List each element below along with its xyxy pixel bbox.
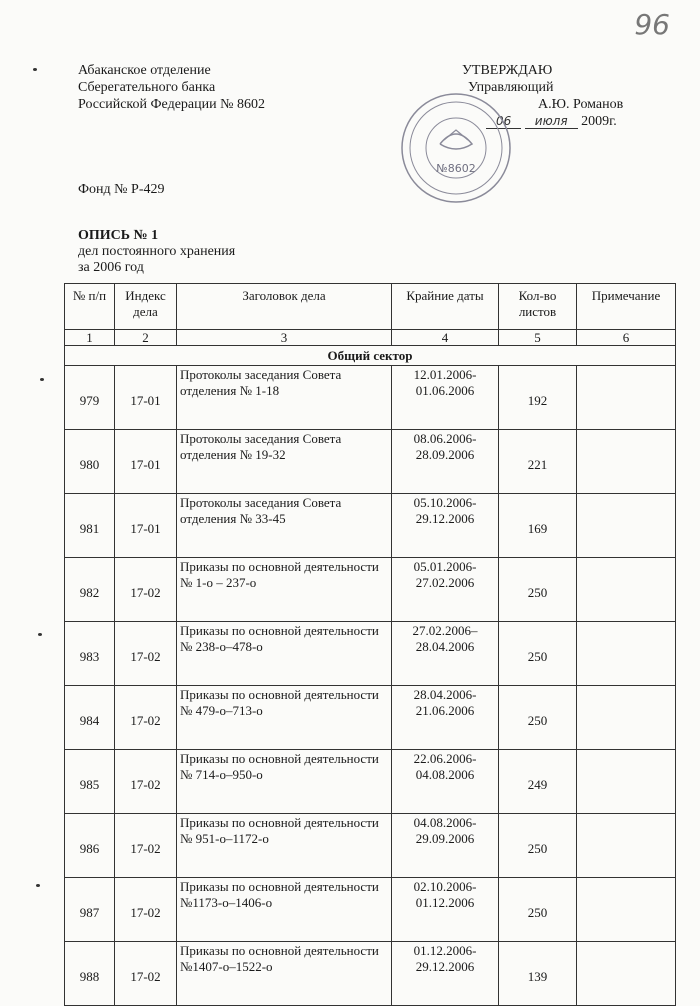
- cell-date-to: 21.06.2006: [415, 703, 475, 718]
- cell-num: 980: [65, 430, 115, 494]
- cell-sheets: 249: [499, 750, 577, 814]
- cell-index: 17-02: [115, 942, 177, 1006]
- cell-num: 985: [65, 750, 115, 814]
- cell-note: [577, 622, 676, 686]
- inventory-table: [64, 283, 676, 1006]
- section-row: [65, 346, 676, 366]
- cell-dates: [392, 430, 499, 494]
- cell-title: Протоколы заседания Совета отделения № 19-32: [177, 430, 392, 494]
- cell-note: [577, 686, 676, 750]
- inventory-title: ОПИСЬ № 1: [78, 228, 159, 243]
- cell-sheets: 250: [499, 686, 577, 750]
- cell-index: 17-01: [115, 366, 177, 430]
- cell-index: 17-02: [115, 558, 177, 622]
- cell-title: Приказы по основной деятельности № 1-о – 237-о: [177, 558, 392, 622]
- table-row: [65, 814, 676, 878]
- cell-note: [577, 942, 676, 1006]
- approval-date-day: 06: [486, 114, 521, 129]
- cell-num: 979: [65, 366, 115, 430]
- table-row: [65, 622, 676, 686]
- col-number: 2: [115, 330, 177, 346]
- cell-date-to: 27.02.2006: [415, 575, 475, 590]
- col-number: 6: [577, 330, 676, 346]
- cell-sheets: 192: [499, 366, 577, 430]
- approval-date-month: июля: [525, 114, 578, 129]
- inventory-subtitle-2: за 2006 год: [78, 260, 144, 275]
- cell-sheets: 250: [499, 878, 577, 942]
- section-title: Общий сектор: [65, 346, 676, 366]
- cell-sheets: 250: [499, 622, 577, 686]
- cell-dates: [392, 558, 499, 622]
- header-num: № п/п: [65, 284, 115, 330]
- cell-date-from: 22.06.2006-: [413, 751, 477, 766]
- table-header-row: [65, 284, 676, 330]
- column-number-row: [65, 330, 676, 346]
- cell-date-to: 28.04.2006: [415, 639, 475, 654]
- header-title: Заголовок дела: [177, 284, 392, 330]
- organization-block: [78, 62, 265, 113]
- cell-dates: [392, 366, 499, 430]
- cell-date-from: 08.06.2006-: [413, 431, 477, 446]
- org-line-1: Абаканское отделение: [78, 63, 211, 78]
- cell-sheets: 250: [499, 814, 577, 878]
- cell-date-from: 27.02.2006–: [412, 623, 478, 638]
- margin-mark: [40, 378, 44, 381]
- approval-role: Управляющий: [468, 80, 554, 95]
- cell-sheets: 250: [499, 558, 577, 622]
- cell-index: 17-02: [115, 814, 177, 878]
- cell-date-from: 28.04.2006-: [413, 687, 477, 702]
- col-number: 1: [65, 330, 115, 346]
- cell-num: 987: [65, 878, 115, 942]
- cell-index: 17-02: [115, 686, 177, 750]
- cell-index: 17-02: [115, 622, 177, 686]
- cell-date-from: 01.12.2006-: [413, 943, 477, 958]
- table-body: [65, 366, 676, 1006]
- cell-title: Приказы по основной деятельности № 238-о–478-о: [177, 622, 392, 686]
- cell-title: Приказы по основной деятельности № 714-о–950-о: [177, 750, 392, 814]
- cell-date-to: 04.08.2006: [415, 767, 475, 782]
- cell-date-to: 01.06.2006: [415, 383, 475, 398]
- cell-note: [577, 494, 676, 558]
- table-row: [65, 494, 676, 558]
- cell-note: [577, 750, 676, 814]
- approval-title: УТВЕРЖДАЮ: [462, 63, 553, 78]
- table-row: [65, 558, 676, 622]
- cell-title: Приказы по основной деятельности №1407-о–1522-о: [177, 942, 392, 1006]
- col-number: 5: [499, 330, 577, 346]
- margin-mark: [33, 68, 37, 71]
- cell-note: [577, 558, 676, 622]
- cell-sheets: 139: [499, 942, 577, 1006]
- cell-date-from: 04.08.2006-: [413, 815, 477, 830]
- cell-date-to: 28.09.2006: [415, 447, 475, 462]
- cell-dates: [392, 814, 499, 878]
- cell-dates: [392, 494, 499, 558]
- cell-index: 17-02: [115, 878, 177, 942]
- table-row: [65, 686, 676, 750]
- cell-title: Приказы по основной деятельности № 479-о–713-о: [177, 686, 392, 750]
- cell-dates: [392, 686, 499, 750]
- cell-title: Приказы по основной деятельности № 951-о–1172-о: [177, 814, 392, 878]
- cell-index: 17-02: [115, 750, 177, 814]
- cell-title: Приказы по основной деятельности №1173-о–1406-о: [177, 878, 392, 942]
- cell-title: Протоколы заседания Совета отделения № 1-18: [177, 366, 392, 430]
- cell-num: 982: [65, 558, 115, 622]
- cell-num: 981: [65, 494, 115, 558]
- header-dates: Крайние даты: [392, 284, 499, 330]
- approval-name: А.Ю. Романов: [538, 97, 624, 112]
- cell-sheets: 221: [499, 430, 577, 494]
- org-line-2: Сберегательного банка: [78, 80, 216, 95]
- col-number: 3: [177, 330, 392, 346]
- cell-dates: [392, 750, 499, 814]
- cell-num: 983: [65, 622, 115, 686]
- col-number: 4: [392, 330, 499, 346]
- header-index: Индекс дела: [115, 284, 177, 330]
- header-notes: Примечание: [577, 284, 676, 330]
- cell-sheets: 169: [499, 494, 577, 558]
- approval-date-year: 2009г.: [581, 114, 617, 129]
- cell-date-to: 01.12.2006: [415, 895, 475, 910]
- cell-note: [577, 430, 676, 494]
- cell-date-to: 29.09.2006: [415, 831, 475, 846]
- cell-date-from: 02.10.2006-: [413, 879, 477, 894]
- cell-index: 17-01: [115, 430, 177, 494]
- cell-dates: [392, 622, 499, 686]
- table-row: [65, 750, 676, 814]
- table-row: [65, 942, 676, 1006]
- cell-date-to: 29.12.2006: [415, 959, 475, 974]
- cell-note: [577, 878, 676, 942]
- margin-mark: [36, 884, 40, 887]
- cell-note: [577, 366, 676, 430]
- cell-dates: [392, 878, 499, 942]
- table-row: [65, 878, 676, 942]
- cell-num: 988: [65, 942, 115, 1006]
- bank-seal-stamp: [400, 92, 512, 204]
- table-row: [65, 366, 676, 430]
- cell-num: 986: [65, 814, 115, 878]
- cell-index: 17-01: [115, 494, 177, 558]
- cell-date-from: 05.10.2006-: [413, 495, 477, 510]
- cell-num: 984: [65, 686, 115, 750]
- cell-note: [577, 814, 676, 878]
- header-sheets: Кол-во листов: [499, 284, 577, 330]
- cell-title: Протоколы заседания Совета отделения № 33-45: [177, 494, 392, 558]
- inventory-subtitle-1: дел постоянного хранения: [78, 244, 236, 259]
- margin-mark: [38, 633, 42, 636]
- cell-date-from: 05.01.2006-: [413, 559, 477, 574]
- cell-date-to: 29.12.2006: [415, 511, 475, 526]
- page-number: 96: [634, 8, 670, 41]
- inventory-title-block: [78, 228, 235, 276]
- table-row: [65, 430, 676, 494]
- org-line-3: Российской Федерации № 8602: [78, 97, 265, 112]
- cell-date-from: 12.01.2006-: [413, 367, 477, 382]
- stamp-number: №8602: [436, 162, 476, 175]
- cell-dates: [392, 942, 499, 1006]
- fund-number: Фонд № Р-429: [78, 182, 165, 197]
